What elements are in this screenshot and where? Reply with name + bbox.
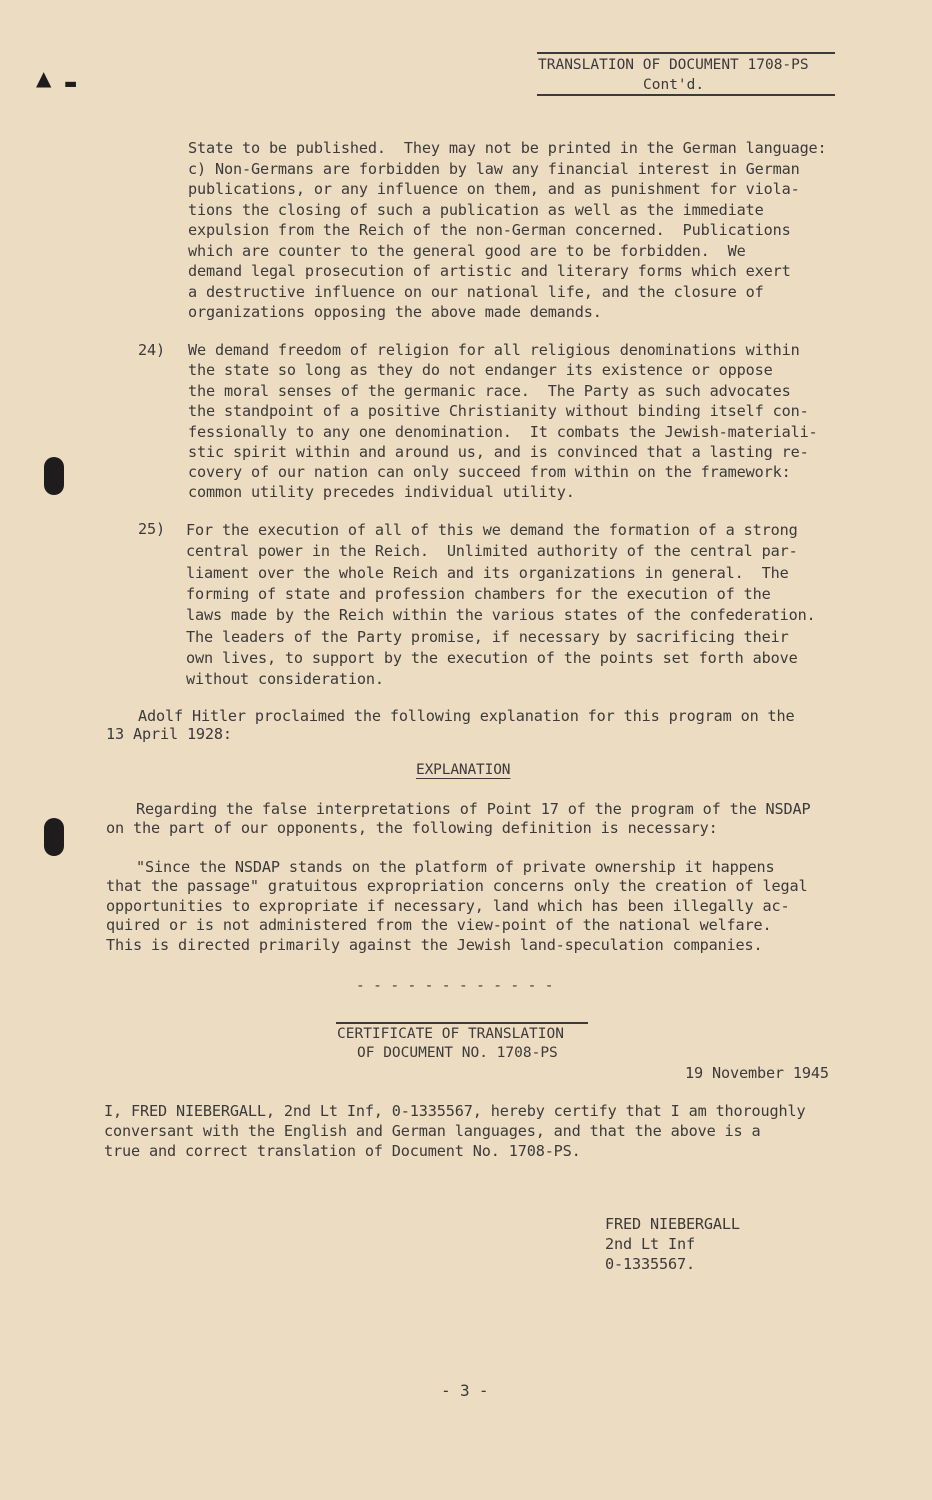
text-line: covery of our nation can only succeed from within on the framework: <box>188 463 791 481</box>
text-line: This is directed primarily against the Jewish land-speculation companies. <box>106 936 763 954</box>
text-line: that the passage" gratuitous expropriation concerns only the creation of legal <box>106 877 808 895</box>
signature-rank: 2nd Lt Inf <box>605 1235 695 1253</box>
punch-hole <box>44 457 64 495</box>
text-line: 13 April 1928: <box>106 725 232 743</box>
text-line: the moral senses of the germanic race. The Party as such advocates <box>188 382 791 400</box>
text-line: the state so long as they do not endanger its existence or oppose <box>188 361 773 379</box>
text-line: fessionally to any one denomination. It combats the Jewish-materiali- <box>188 423 818 441</box>
text-line: For the execution of all of this we demand the formation of a strong <box>186 521 798 539</box>
text-line: opportunities to expropriate if necessary, land which has been illegally ac- <box>106 897 790 915</box>
corner-mark: ▬ <box>64 76 78 92</box>
text-line: publications, or any influence on them, and as punishment for viola- <box>188 180 800 198</box>
text-line: I, FRED NIEBERGALL, 2nd Lt Inf, 0-1335567, hereby certify that I am thoroughly <box>104 1102 806 1120</box>
point-number: 25) <box>138 520 165 538</box>
text-line: Adolf Hitler proclaimed the following explanation for this program on the <box>138 707 795 725</box>
text-line: liament over the whole Reich and its organizations in general. The <box>186 564 789 582</box>
text-line: The leaders of the Party promise, if necessary by sacrificing their <box>186 628 789 646</box>
text-line: conversant with the English and German languages, and that the above is a <box>104 1122 761 1140</box>
separator-line: - - - - - - - - - - - - <box>356 978 554 994</box>
text-line: We demand freedom of religion for all religious denominations within <box>188 341 800 359</box>
text-line: own lives, to support by the execution of the points set forth above <box>186 649 798 667</box>
text-line: stic spirit within and around us, and is convinced that a lasting re- <box>188 443 809 461</box>
text-line: central power in the Reich. Unlimited authority of the central par- <box>186 542 798 560</box>
text-line: true and correct translation of Document No. 1708-PS. <box>104 1142 581 1160</box>
text-line: the standpoint of a positive Christianity without binding itself con- <box>188 402 809 420</box>
text-line: State to be published. They may not be printed in the German language: <box>188 139 827 157</box>
corner-mark: ▲ <box>36 66 52 90</box>
point-number: 24) <box>138 341 165 359</box>
header-rule <box>537 52 835 54</box>
text-line: laws made by the Reich within the various states of the confederation. <box>186 606 816 624</box>
punch-hole <box>44 818 64 856</box>
certificate-date: 19 November 1945 <box>685 1064 829 1082</box>
text-line: c) Non-Germans are forbidden by law any financial interest in German <box>188 160 800 178</box>
text-line: without consideration. <box>186 670 384 688</box>
text-line: which are counter to the general good are to be forbidden. We <box>188 242 746 260</box>
text-line: expulsion from the Reich of the non-German concerned. Publications <box>188 221 791 239</box>
text-line: a destructive influence on our national life, and the closure of <box>188 283 764 301</box>
page-number: - 3 - <box>441 1381 489 1400</box>
certificate-title: CERTIFICATE OF TRANSLATION <box>337 1026 564 1042</box>
text-line: organizations opposing the above made demands. <box>188 303 602 321</box>
certificate-subtitle: OF DOCUMENT NO. 1708-PS <box>357 1045 558 1061</box>
text-line: demand legal prosecution of artistic and literary forms which exert <box>188 262 791 280</box>
contd-label: Cont'd. <box>643 77 705 93</box>
text-line: "Since the NSDAP stands on the platform of private ownership it happens <box>136 858 775 876</box>
text-line: forming of state and profession chambers for the execution of the <box>186 585 771 603</box>
text-line: Regarding the false interpretations of Point 17 of the program of the NSDAP <box>136 800 811 818</box>
text-line: on the part of our opponents, the following definition is necessary: <box>106 819 718 837</box>
signature-name: FRED NIEBERGALL <box>605 1215 740 1233</box>
text-line: common utility precedes individual utility. <box>188 483 575 501</box>
explanation-heading: EXPLANATION <box>416 762 511 778</box>
signature-serial: 0-1335567. <box>605 1255 695 1273</box>
text-line: quired or is not administered from the view-point of the national welfare. <box>106 916 772 934</box>
document-title: TRANSLATION OF DOCUMENT 1708-PS <box>538 57 809 73</box>
text-line: tions the closing of such a publication as well as the immediate <box>188 201 764 219</box>
header-rule <box>537 94 835 96</box>
